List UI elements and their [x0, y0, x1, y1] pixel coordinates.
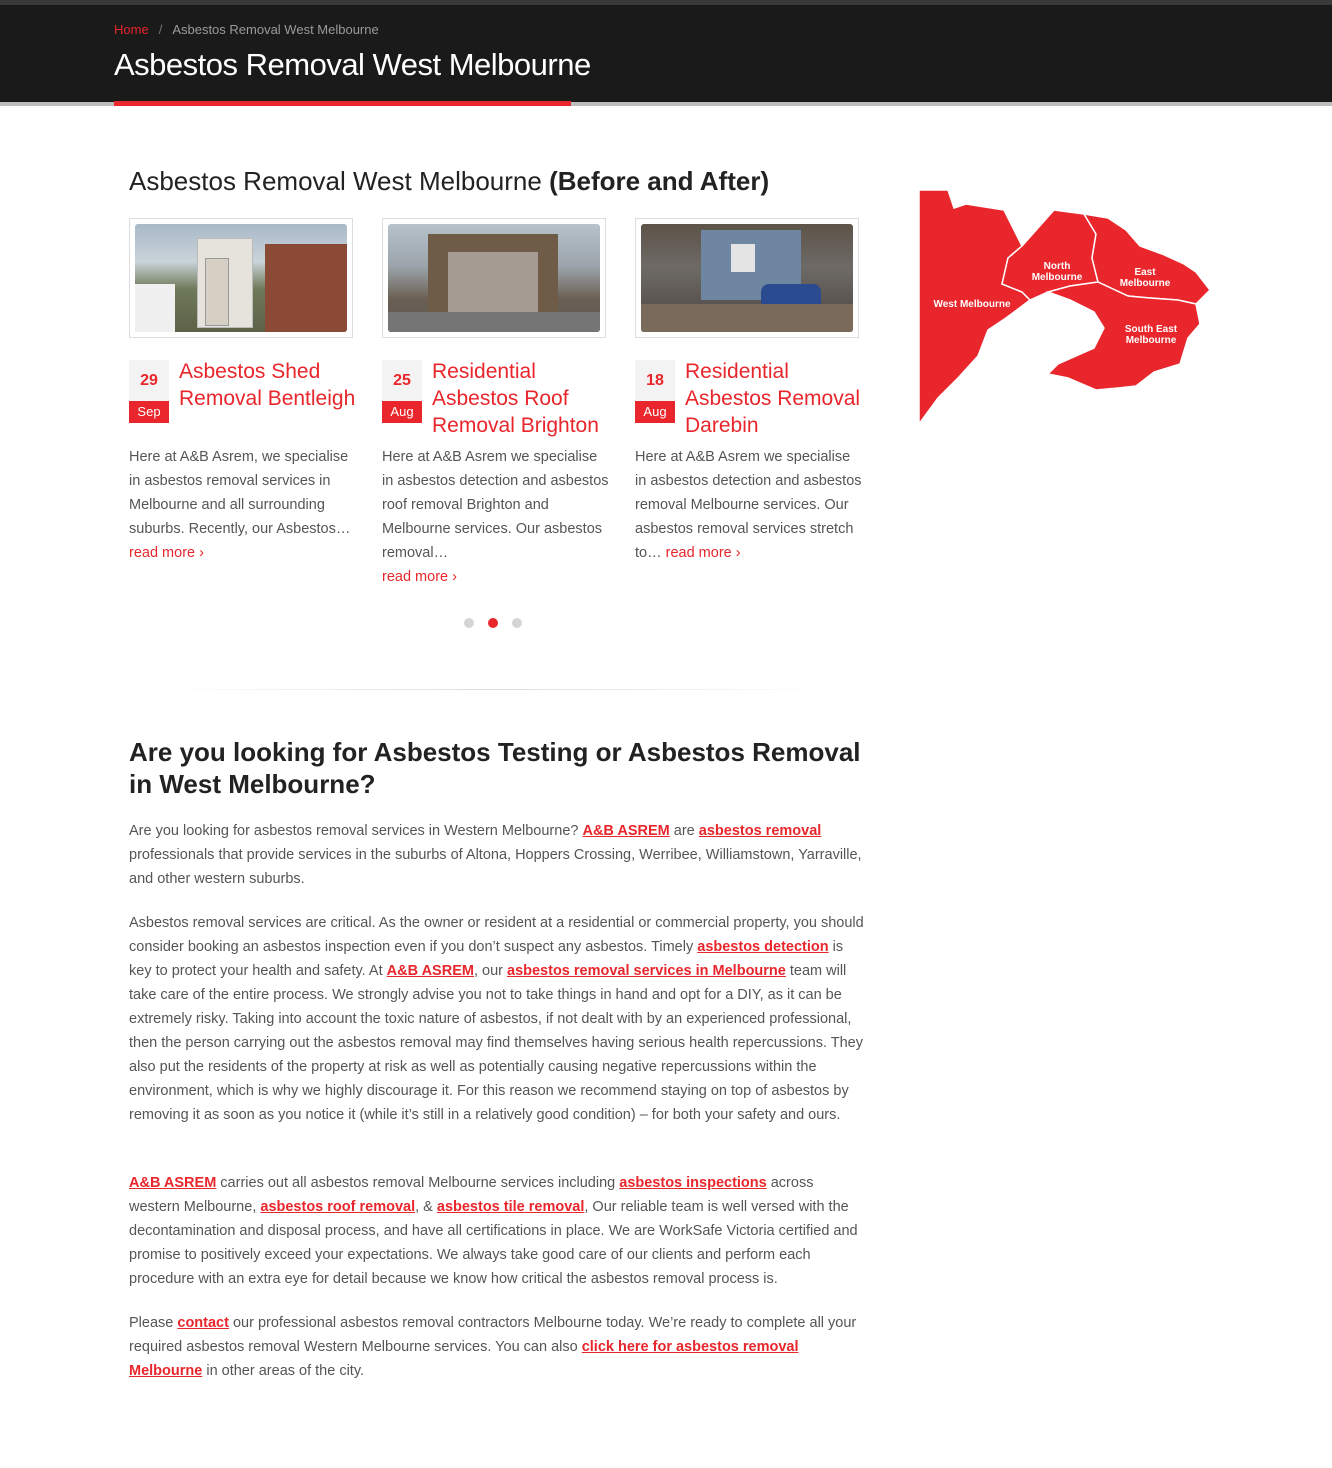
p2-text-c: , our — [473, 963, 507, 979]
article-paragraph-3 — [129, 1171, 864, 1291]
p3-text-a: carries out all asbestos removal Melbourne services including — [216, 1175, 620, 1191]
post-date-month: Sep — [129, 401, 169, 423]
post-date-day: 25 — [382, 360, 422, 401]
p4-text-a: Please — [129, 1315, 178, 1331]
page-header — [0, 0, 1332, 106]
map-label-west: West Melbourne — [933, 299, 1011, 310]
post-thumbnail[interactable] — [129, 218, 353, 338]
abasrem-link[interactable]: A&B ASREM — [129, 1175, 217, 1191]
slider-dot-2[interactable] — [488, 618, 498, 628]
click-here-removal-melbourne-link[interactable]: click here for asbestos removal Melbourne — [129, 1339, 799, 1379]
map-label-southeast-line1: South East — [1124, 324, 1178, 335]
p1-text-a: Are you looking for asbestos removal services in Western Melbourne? — [129, 823, 583, 839]
post-excerpt — [129, 445, 357, 565]
roof-removal-photo — [388, 224, 600, 332]
post-title-link[interactable]: Asbestos Shed Removal Bentleigh — [179, 360, 356, 410]
p3-text-d: , Our reliable team is well versed with the decontamination and disposal process, and have all certifications in place. We are WorkSafe Victoria certified and promise to positively exceed your expectations. We always take good care of our clients and perform each procedure with an extra eye for detail because we know how critical the asbestos removal process is. — [129, 1199, 858, 1287]
asbestos-roof-removal-link[interactable]: asbestos roof removal — [260, 1199, 416, 1215]
post-date — [129, 360, 169, 423]
p1-text-c: professionals that provide services in the suburbs of Altona, Hoppers Crossing, Werribee, Williamstown, Yarraville, and other western suburbs. — [129, 847, 862, 887]
section-title — [129, 166, 769, 197]
asbestos-detection-link[interactable]: asbestos detection — [697, 939, 829, 955]
article-paragraph-4 — [129, 1311, 864, 1383]
p3-text-c: , & — [415, 1199, 437, 1215]
abasrem-link[interactable]: A&B ASREM — [582, 823, 670, 839]
post-date — [635, 360, 675, 423]
abasrem-link[interactable]: A&B ASREM — [386, 963, 474, 979]
post-card — [129, 218, 356, 561]
contact-link[interactable]: contact — [177, 1315, 229, 1331]
article-paragraph-2 — [129, 911, 864, 1127]
section-divider — [160, 689, 830, 690]
slider-dot-1[interactable] — [464, 618, 474, 628]
slider-pagination — [464, 615, 536, 633]
post-thumbnail[interactable] — [382, 218, 606, 338]
slider-dot-3[interactable] — [512, 618, 522, 628]
map-label-north-line1: North — [1043, 261, 1071, 272]
read-more-link[interactable]: read more › — [382, 569, 457, 585]
p4-text-b: our professional asbestos removal contractors Melbourne today. We’re ready to complete all your required asbestos removal Western Melbourne services. You can also — [129, 1315, 857, 1355]
article-paragraph-1 — [129, 819, 864, 891]
asbestos-tile-removal-link[interactable]: asbestos tile removal — [436, 1199, 585, 1215]
shed-photo — [135, 224, 347, 332]
asbestos-removal-link[interactable]: asbestos removal — [698, 823, 822, 839]
breadcrumb-separator: / — [158, 22, 163, 37]
post-thumbnail[interactable] — [635, 218, 859, 338]
post-date — [382, 360, 422, 423]
breadcrumb-home-link[interactable]: Home — [114, 22, 149, 37]
read-more-link[interactable]: read more › — [665, 545, 741, 561]
post-date-day: 29 — [129, 360, 169, 401]
map-label-east-line2: Melbourne — [1119, 278, 1171, 289]
breadcrumb-current: Asbestos Removal West Melbourne — [172, 22, 379, 37]
title-underline — [114, 101, 571, 106]
article-heading: Are you looking for Asbestos Testing or Asbestos Removal in West Melbourne? — [129, 737, 861, 799]
post-title-link[interactable]: Residential Asbestos Removal Darebin — [685, 360, 861, 437]
post-title-link[interactable]: Residential Asbestos Roof Removal Brighton — [432, 360, 599, 437]
melbourne-region-map — [918, 188, 1218, 428]
post-card — [382, 218, 609, 585]
p1-text-b: are — [669, 823, 699, 839]
asbestos-inspections-link[interactable]: asbestos inspections — [619, 1175, 767, 1191]
post-excerpt-text: Here at A&B Asrem, we specialise in asbestos removal services in Melbourne and all surrounding suburbs. Recently, our Asbestos… — [129, 449, 351, 537]
post-date-month: Aug — [382, 401, 422, 423]
p2-text-d: team will take care of the entire process. We strongly advise you not to take things in hand and opt for a DIY, as it can be extremely risky. Taking into account the toxic nature of asbestos, if not dealt with by an experienced professional, then the person carrying out the asbestos removal may find themselves having serious health repercussions. They also put the residents of the property at risk as well as potentially causing negative repercussions within the environment, which is why we highly discourage it. For this reason we recommend staying on top of asbestos by removing it as soon as you notice it (while it’s still in a relatively good condition) – for both your safety and ours. — [129, 963, 863, 1123]
page-title: Asbestos Removal West Melbourne — [114, 47, 591, 82]
post-excerpt-text: Here at A&B Asrem we specialise in asbestos detection and asbestos removal Melbourne services. Our asbestos removal services stretch to… — [635, 449, 862, 561]
post-date-month: Aug — [635, 401, 675, 423]
p3-text-b: across western Melbourne, — [129, 1175, 814, 1215]
post-date-day: 18 — [635, 360, 675, 401]
breadcrumb — [114, 22, 379, 37]
post-excerpt-text: Here at A&B Asrem we specialise in asbestos detection and asbestos roof removal Brighton and Melbourne services. Our asbestos removal… — [382, 449, 609, 561]
read-more-link[interactable]: read more › — [129, 545, 204, 561]
post-card — [635, 218, 862, 561]
section-title-plain: Asbestos Removal West Melbourne — [129, 166, 542, 196]
p2-text-a: Asbestos removal services are critical. As the owner or resident at a residential or commercial property, you should consider booking an asbestos inspection even if you don’t suspect any asbestos. Timely — [129, 915, 864, 955]
map-label-east-line1: East — [1134, 267, 1156, 278]
darebin-photo — [641, 224, 853, 332]
map-label-southeast-line2: Melbourne — [1125, 335, 1177, 346]
p2-text-b: is key to protect your health and safety. At — [129, 939, 844, 979]
section-title-bold: (Before and After) — [549, 166, 770, 196]
post-excerpt — [635, 445, 863, 565]
p4-text-c: in other areas of the city. — [202, 1363, 365, 1379]
map-label-north-line2: Melbourne — [1031, 272, 1083, 283]
post-excerpt — [382, 445, 610, 589]
removal-services-melbourne-link[interactable]: asbestos removal services in Melbourne — [507, 963, 786, 979]
